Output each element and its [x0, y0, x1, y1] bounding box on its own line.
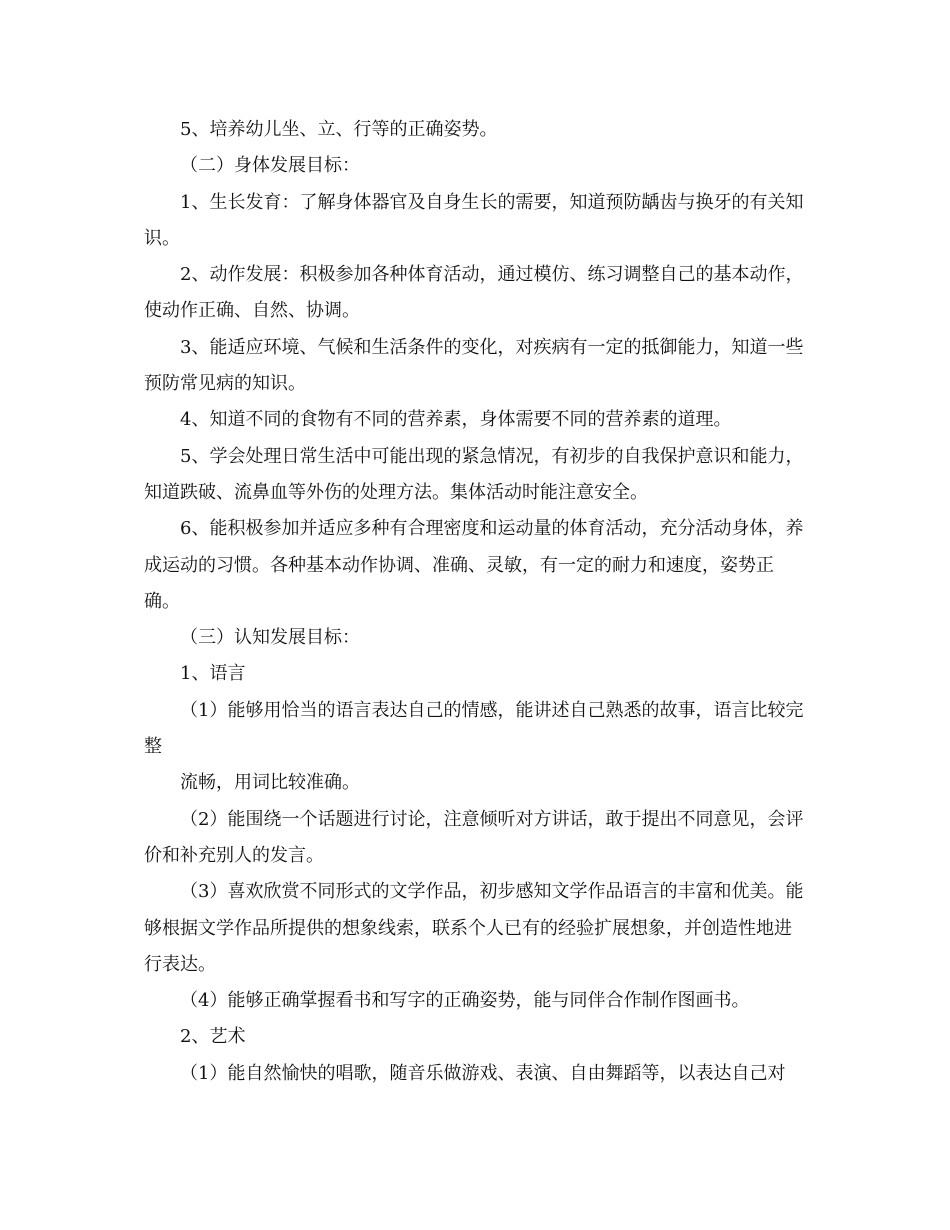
paragraph: （4）能够正确掌握看书和写字的正确姿势，能与同伴合作制作图画书。	[180, 990, 750, 1012]
paragraph: 4、知道不同的食物有不同的营养素，身体需要不同的营养素的道理。	[180, 409, 732, 431]
subsection-heading: 1、语言	[180, 663, 246, 685]
paragraph: （3）喜欢欣赏不同形式的文学作品，初步感知文学作品语言的丰富和优美。能够根据文学作品所提供的想象线索，联系个人已有的经验扩展想象，并创造性地进行表达。	[144, 881, 804, 975]
paragraph: 5、培养幼儿坐、立、行等的正确姿势。	[180, 119, 498, 140]
paragraph: 6、能积极参加并适应多种有合理密度和运动量的体育活动，充分活动身体，养成运动的习惯。各种基本动作协调、准确、灵敏，有一定的耐力和速度，姿势正确。	[144, 518, 804, 612]
section-heading: （二）身体发展目标：	[180, 155, 360, 177]
subsection-heading: 2、艺术	[180, 1026, 246, 1048]
paragraph: 2、动作发展：积极参加各种体育活动，通过模仿、练习调整自己的基本动作，使动作正确、自然、协调。	[144, 264, 804, 322]
document-body	[144, 112, 806, 1092]
paragraph: 3、能适应环境、气候和生活条件的变化，对疾病有一定的抵御能力，知道一些预防常见病的知识。	[144, 336, 804, 395]
paragraph: （1）能够用恰当的语言表达自己的情感，能讲述自己熟悉的故事，语言比较完整	[144, 699, 804, 758]
paragraph-continuation: 流畅，用词比较准确。	[180, 772, 360, 794]
paragraph: （1）能自然愉快的唱歌，随音乐做游戏、表演、自由舞蹈等，以表达自己对	[180, 1062, 786, 1084]
paragraph: 5、学会处理日常生活中可能出现的紧急情况，有初步的自我保护意识和能力，知道跌破、流鼻血等外伤的处理方法。集体活动时能注意安全。	[144, 445, 804, 503]
paragraph: （2）能围绕一个话题进行讨论，注意倾听对方讲话，敢于提出不同意见，会评价和补充别人的发言。	[144, 808, 804, 866]
section-heading: （三）认知发展目标：	[180, 627, 360, 649]
paragraph: 1、生长发育：了解身体器官及自身生长的需要，知道预防龋齿与换牙的有关知识。	[144, 191, 804, 249]
